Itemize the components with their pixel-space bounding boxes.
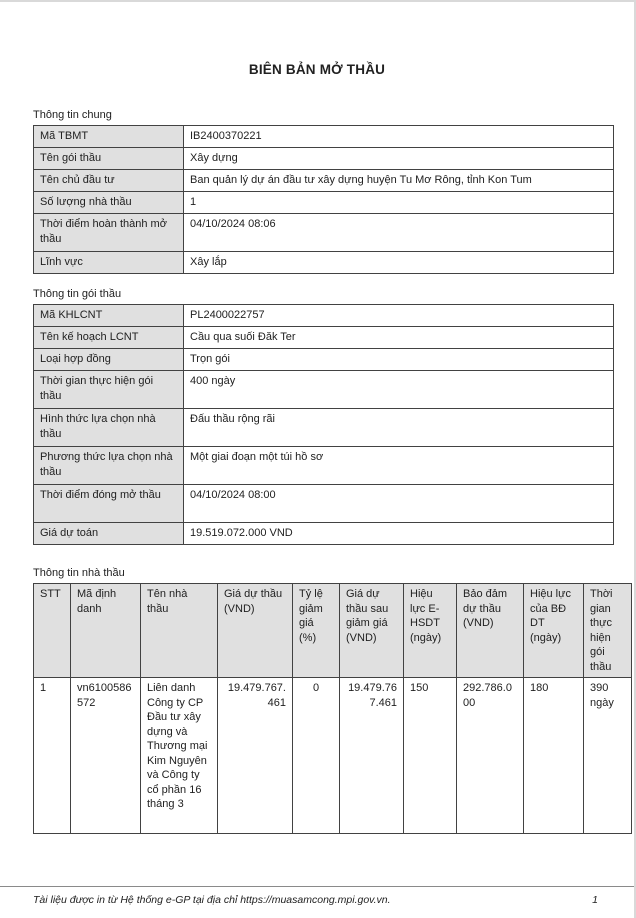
row-label: Hình thức lựa chọn nhà thầu <box>34 409 184 447</box>
row-label: Tên chủ đầu tư <box>34 170 184 192</box>
cell-ty-le-giam-gia: 0 <box>293 678 340 834</box>
cell-gia-sau-giam-gia: 19.479.767.461 <box>340 678 404 834</box>
row-value: Trọn gói <box>184 349 614 371</box>
footer-note: Tài liệu được in từ Hệ thống e-GP tại địa chỉ https://muasamcong.mpi.gov.vn. <box>33 894 391 906</box>
contractor-table <box>33 583 632 834</box>
table-row <box>34 409 614 447</box>
table-row <box>34 447 614 485</box>
page-number: 1 <box>592 894 598 906</box>
col-header-gia-sau-giam-gia: Giá dự thầu sau giảm giá (VND) <box>340 584 404 678</box>
row-value: Đấu thầu rộng rãi <box>184 409 614 447</box>
row-value: PL2400022757 <box>184 305 614 327</box>
table-row <box>34 192 614 214</box>
row-label: Phương thức lựa chọn nhà thầu <box>34 447 184 485</box>
row-value: 19.519.072.000 VND <box>184 523 614 545</box>
row-value: 400 ngày <box>184 371 614 409</box>
row-label: Tên kế hoạch LCNT <box>34 327 184 349</box>
cell-thoi-gian-thuc-hien: 390 ngày <box>584 678 632 834</box>
row-label: Giá dự toán <box>34 523 184 545</box>
row-value: IB2400370221 <box>184 126 614 148</box>
cell-ten-nha-thau: Liên danh Công ty CP Đầu tư xây dựng và Thương mại Kim Nguyên và Công ty cổ phần 16 tháng 3 <box>141 678 218 834</box>
col-header-ma-dinh-danh: Mã định danh <box>71 584 141 678</box>
row-value: 04/10/2024 08:00 <box>184 485 614 523</box>
section-contractor-info <box>33 566 634 834</box>
cell-stt: 1 <box>34 678 71 834</box>
col-header-stt: STT <box>34 584 71 678</box>
row-label: Mã TBMT <box>34 126 184 148</box>
col-header-bao-dam-du-thau: Bảo đảm dự thầu (VND) <box>457 584 524 678</box>
row-value: Xây lắp <box>184 252 614 274</box>
cell-bao-dam-du-thau: 292.786.000 <box>457 678 524 834</box>
table-row <box>34 349 614 371</box>
col-header-ten-nha-thau: Tên nhà thầu <box>141 584 218 678</box>
section-package-info <box>33 287 634 545</box>
row-value: Xây dựng <box>184 148 614 170</box>
row-label: Lĩnh vực <box>34 252 184 274</box>
package-info-table <box>33 304 614 545</box>
row-label: Mã KHLCNT <box>34 305 184 327</box>
col-header-hieu-luc-bddt: Hiệu lực của BĐ DT (ngày) <box>524 584 584 678</box>
table-row <box>34 126 614 148</box>
row-label: Loại hợp đồng <box>34 349 184 371</box>
table-row <box>34 305 614 327</box>
row-value: Ban quản lý dự án đầu tư xây dựng huyện Tu Mơ Rông, tỉnh Kon Tum <box>184 170 614 192</box>
cell-hieu-luc-ehsdt: 150 <box>404 678 457 834</box>
table-row <box>34 214 614 252</box>
table-row <box>34 485 614 523</box>
row-label: Thời điểm đóng mở thầu <box>34 485 184 523</box>
cell-ma-dinh-danh: vn6100586572 <box>71 678 141 834</box>
row-value: 1 <box>184 192 614 214</box>
table-row <box>34 523 614 545</box>
col-header-thoi-gian-thuc-hien: Thời gian thực hiện gói thầu <box>584 584 632 678</box>
row-label: Tên gói thầu <box>34 148 184 170</box>
section-general-info <box>33 108 634 274</box>
col-header-gia-du-thau: Giá dự thầu (VND) <box>218 584 293 678</box>
row-value: 04/10/2024 08:06 <box>184 214 614 252</box>
page-footer <box>0 886 634 918</box>
table-row <box>34 371 614 409</box>
col-header-hieu-luc-ehsdt: Hiệu lực E-HSDT (ngày) <box>404 584 457 678</box>
table-row <box>34 170 614 192</box>
contractor-table-header-row <box>34 584 632 678</box>
row-label: Thời gian thực hiện gói thầu <box>34 371 184 409</box>
row-label: Thời điểm hoàn thành mở thầu <box>34 214 184 252</box>
row-value: Một giai đoạn một túi hồ sơ <box>184 447 614 485</box>
cell-gia-du-thau: 19.479.767.461 <box>218 678 293 834</box>
section-contractors-heading: Thông tin nhà thầu <box>33 567 125 579</box>
section-package-heading: Thông tin gói thầu <box>33 288 122 300</box>
contractor-row <box>34 678 632 834</box>
table-row <box>34 327 614 349</box>
row-label: Số lượng nhà thầu <box>34 192 184 214</box>
table-row <box>34 252 614 274</box>
cell-hieu-luc-bddt: 180 <box>524 678 584 834</box>
table-row <box>34 148 614 170</box>
col-header-ty-le-giam-gia: Tỷ lệ giảm giá (%) <box>293 584 340 678</box>
section-general-heading: Thông tin chung <box>33 109 112 121</box>
page-title: BIÊN BẢN MỞ THẦU <box>248 62 386 77</box>
general-info-table <box>33 125 614 274</box>
row-value: Cầu qua suối Đăk Ter <box>184 327 614 349</box>
